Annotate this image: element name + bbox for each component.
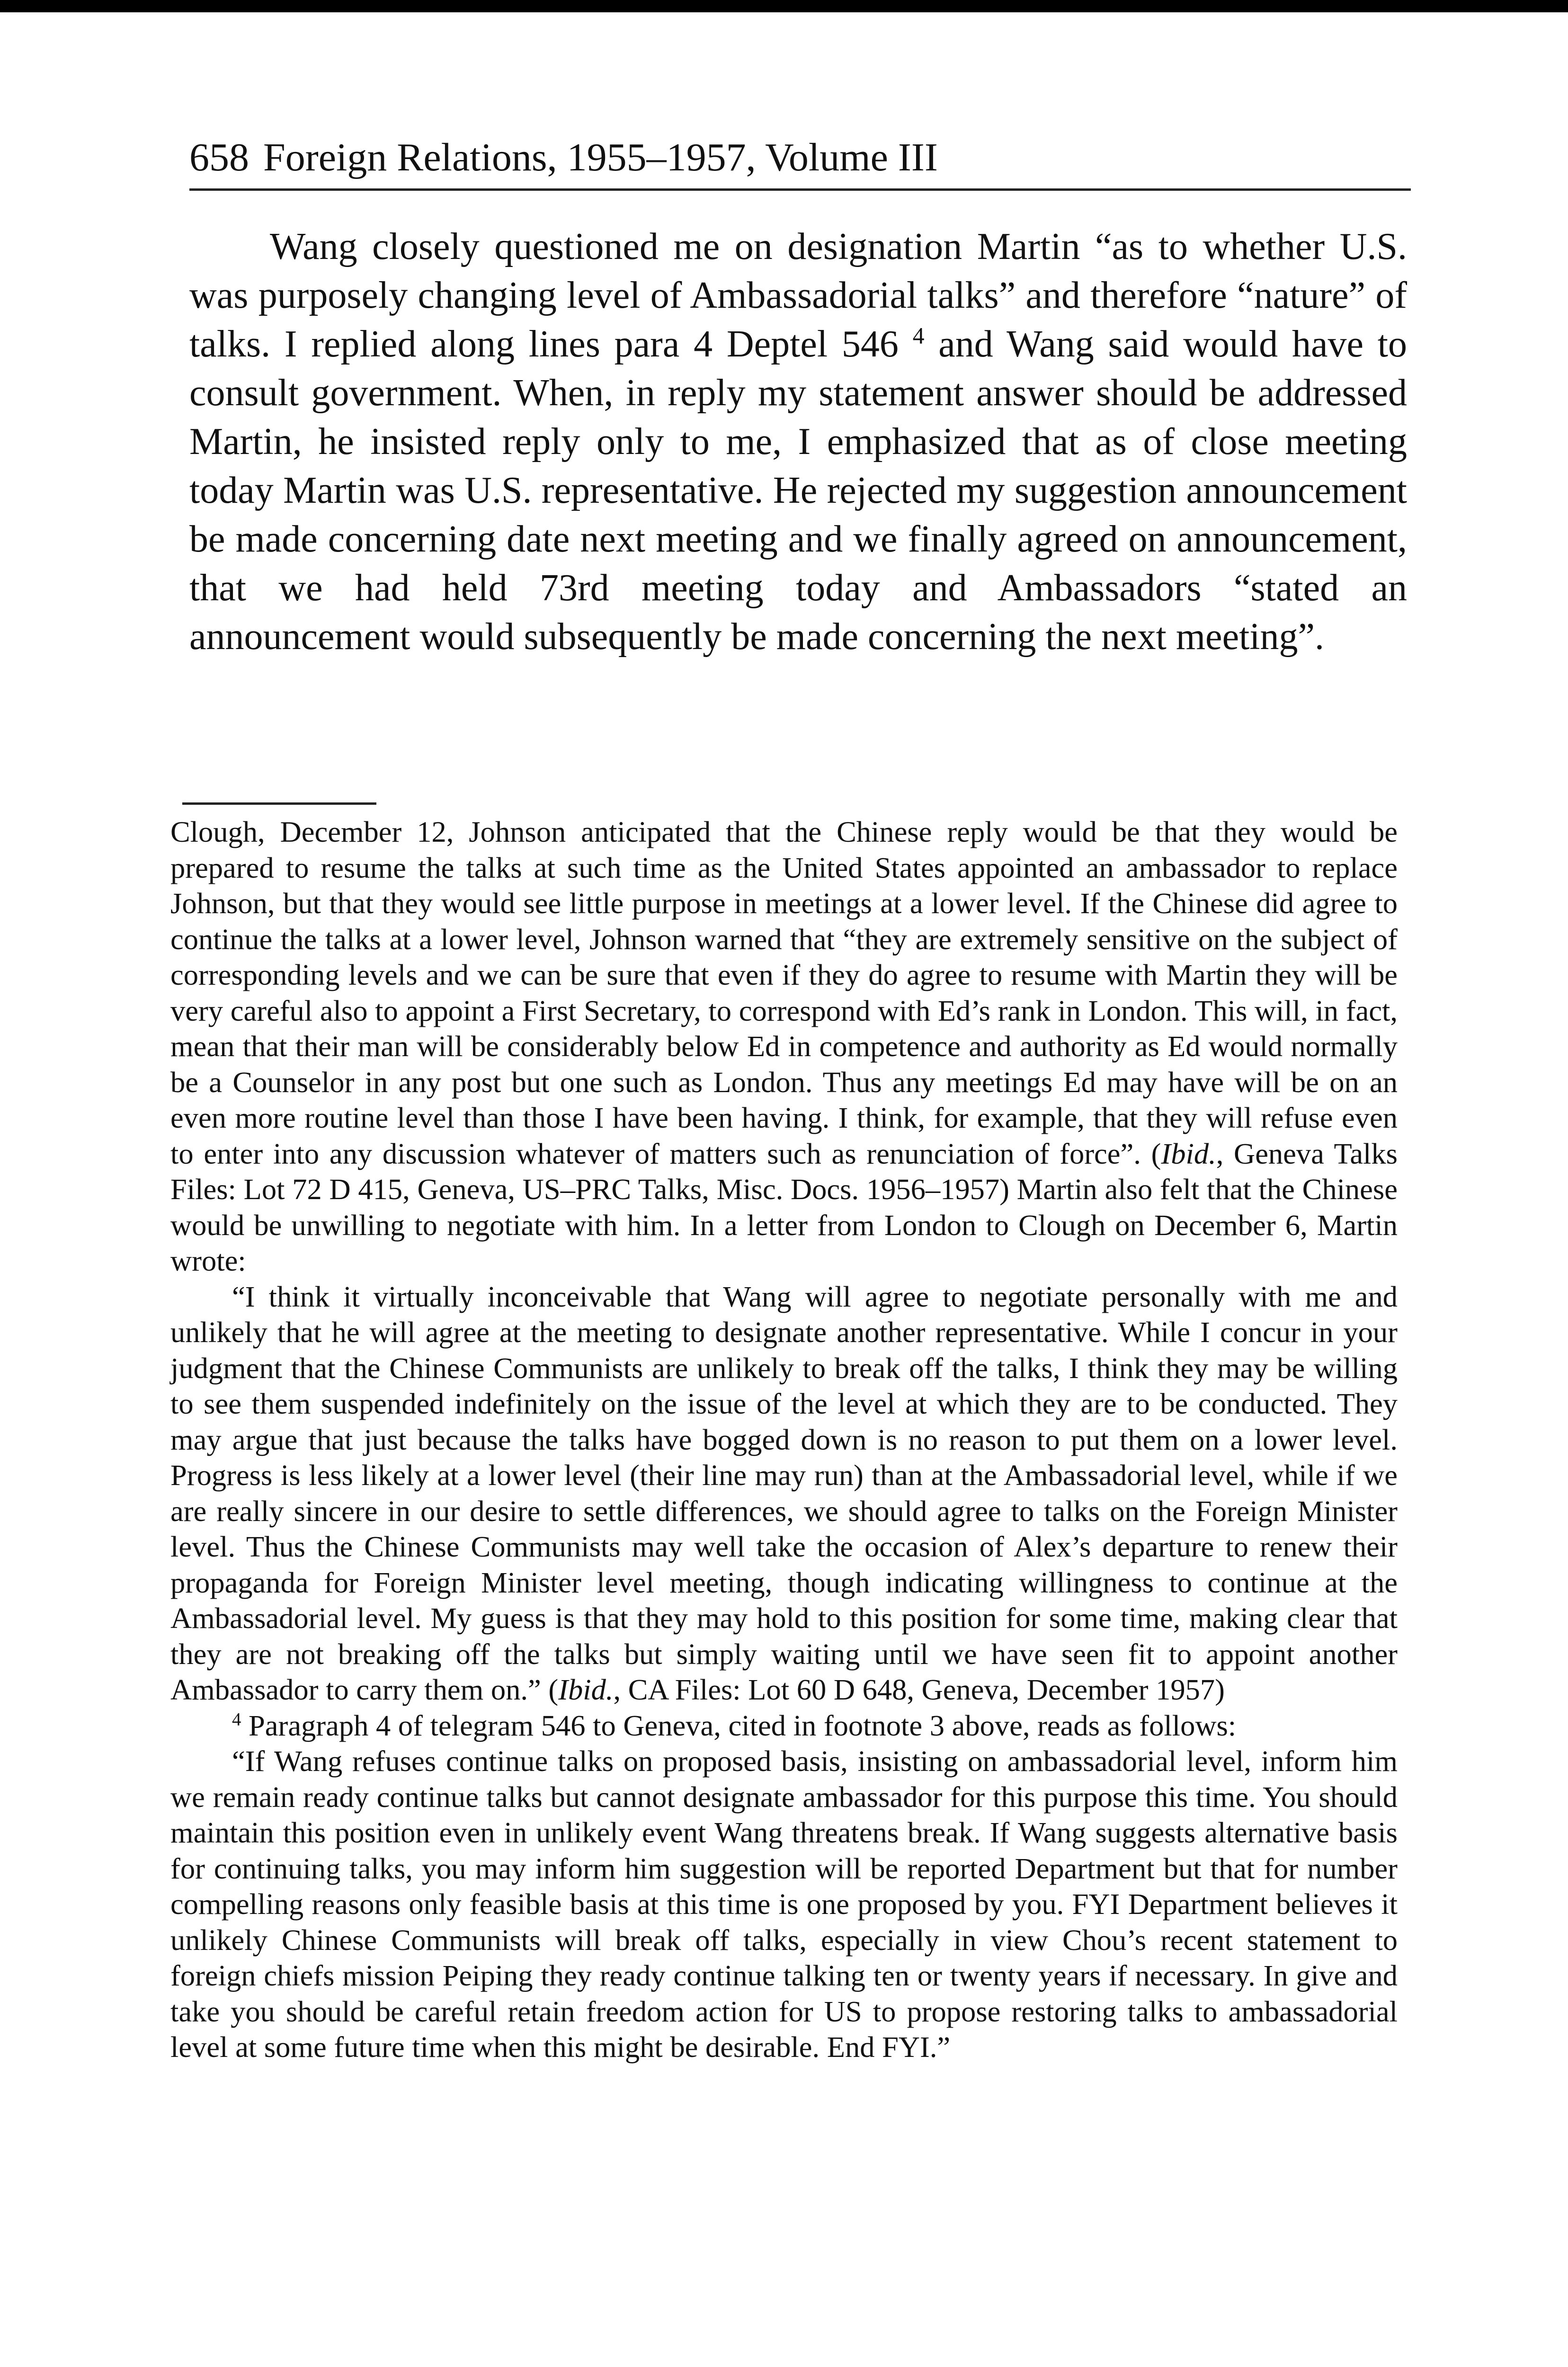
footnote-martin-quote [170,1279,1398,1708]
running-title: Foreign Relations, 1955–1957, Volume III [263,135,938,179]
martin-quote-text-b: , CA Files: Lot 60 D 648, Geneva, December 1957) [613,1673,1225,1706]
main-paragraph [189,222,1407,661]
footnote-continued-ibid: Ibid. [1161,1137,1216,1170]
footnote-continued [170,814,1398,1279]
footnote-4 [170,1708,1398,1744]
page-header [189,127,1411,191]
page-number: 658 [189,135,249,179]
scan-top-edge [0,0,1568,12]
main-paragraph-part2: and Wang said would have to consult government. When, in reply my statement answer should be addressed Martin, he insisted reply only to me, I emphasized that as of close meeting today Martin was U.S. representative. He rejected my suggestion announcement be made concerning date next meeting and we finally agreed on announcement, that we had held 73rd meeting today and Ambassadors “stated an announcement would subsequently be made concerning the next meeting”. [189,323,1408,658]
footnote-continued-text-a: Clough, December 12, Johnson anticipated that the Chinese reply would be that they would be prepared to resume the talks at such time as the United States appointed an ambassador to replace Johnson, but that they would see little purpose in meetings at a lower level. If the Chinese did agree to continue the talks at a lower level, Johnson warned that “they are extremely sensitive on the subject of corresponding levels and we can be sure that even if they do agree to resume with Martin they will be very careful also to appoint a First Secretary, to correspond with Ed’s rank in London. This will, in fact, mean that their man will be considerably below Ed in competence and authority as Ed would normally be a Counselor in any post but one such as London. Thus any meetings Ed may have will be on an even more routine level than those I have been having. I think, for example, that they will refuse even to enter into any discussion whatever of matters such as renunciation of force”. ( [170,815,1398,1170]
footnote-4-number: 4 [232,1709,241,1730]
footnotes [170,814,1398,2065]
main-paragraph-part1: Wang closely questioned me on designation Martin “as to whether U.S. was purposely changing level of Ambassadorial talks” and therefore “nature” of talks. I replied along lines para 4 Deptel 546 [189,226,1407,365]
martin-quote-text-a: “I think it virtually inconceivable that Wang will agree to negotiate personally with me and unlikely that he will agree at the meeting to designate another representative. While I concur in your judgment that the Chinese Communists are unlikely to break off the talks, I think they may be willing to see them suspended indefinitely on the issue of the level at which they are to be conducted. They may argue that just because the talks have bogged down is no reason to put them on a lower level. Progress is less likely at a lower level (their line may run) than at the Ambassadorial level, while if we are really sincere in our desire to settle differences, we should agree to talks on the Foreign Minister level. Thus the Chinese Communists may well take the occasion of Alex’s departure to renew their propaganda for Foreign Minister level meeting, though indicating willingness to continue at the Ambassadorial level. My guess is that they may hold to this position for some time, making clear that they are not breaking off the talks but simply waiting until we have seen fit to appoint another Ambassador to carry them on.” ( [170,1280,1398,1706]
footnote-rule [182,802,376,805]
footnote-4-text: Paragraph 4 of telegram 546 to Geneva, cited in footnote 3 above, reads as follows: [241,1709,1237,1742]
footnote-continued-text-b: , Geneva Talks Files: Lot 72 D 415, Geneva, US–PRC Talks, Misc. Docs. 1956–1957) Martin also felt that the Chinese would be unwilling to negotiate with him. In a letter from London to Clough on December 6, Martin wrote: [170,1137,1398,1277]
footnote-telegram-quote: “If Wang refuses continue talks on proposed basis, insisting on ambassadorial level, inform him we remain ready continue talks but cannot designate ambassador for this purpose this time. You should maintain this position even in unlikely event Wang threatens break. If Wang suggests alternative basis for continuing talks, you may inform him suggestion will be reported Department but that for number compelling reasons only feasible basis at this time is one proposed by you. FYI Department believes it unlikely Chinese Communists will break off talks, especially in view Chou’s recent statement to foreign chiefs mission Peiping they ready continue talking ten or twenty years if necessary. In give and take you should be careful retain freedom action for US to propose restoring talks to ambassadorial level at some future time when this might be desirable. End FYI.” [170,1744,1398,2064]
martin-quote-ibid: Ibid. [558,1673,614,1706]
footnote-reference-4: 4 [912,322,925,349]
